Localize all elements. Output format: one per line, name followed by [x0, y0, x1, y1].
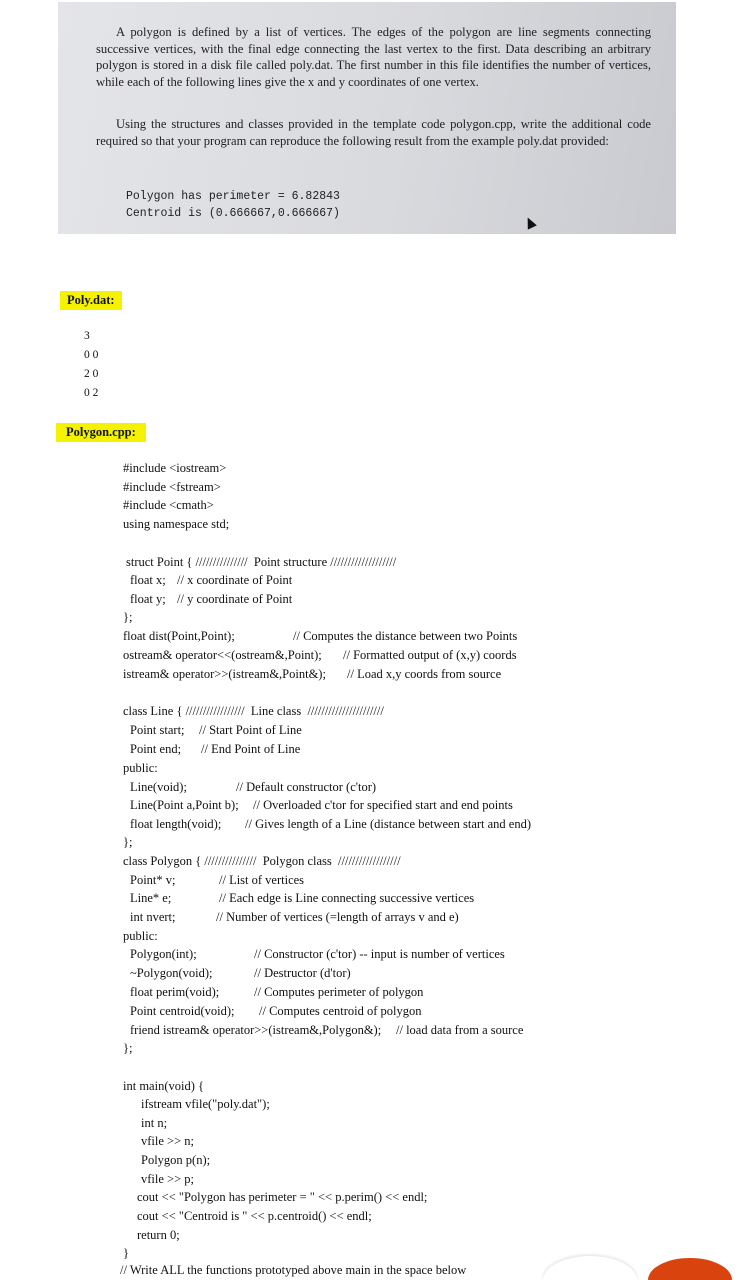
- polydat-line: 0 0: [84, 349, 99, 361]
- code-line: using namespace std;: [123, 517, 230, 531]
- code-line: class Polygon { /////////////// Polygon class //////////////////: [123, 854, 401, 868]
- code-comment: // Number of vertices (=length of arrays v and e): [216, 910, 459, 924]
- code-line: Line(void);: [130, 780, 187, 794]
- polydat-line: 3: [84, 330, 90, 342]
- code-line: #include <iostream>: [123, 461, 227, 475]
- code-comment: // Each edge is Line connecting successive vertices: [219, 891, 475, 905]
- polydat-line: 0 2: [84, 387, 99, 399]
- code-line: struct Point { /////////////// Point structure ///////////////////: [126, 555, 397, 569]
- code-line: ifstream vfile("poly.dat");: [141, 1097, 270, 1111]
- code-line: int nvert;: [130, 910, 176, 924]
- polydat-heading: Poly.dat:: [60, 291, 122, 310]
- code-line: #include <cmath>: [123, 498, 214, 512]
- code-comment: // Overloaded c'tor for specified start and end points: [253, 798, 513, 812]
- polygon-cpp-heading: Polygon.cpp:: [56, 423, 146, 442]
- mouse-cursor-icon: [523, 215, 537, 229]
- floating-action-button[interactable]: [648, 1258, 732, 1280]
- code-comment: // Load x,y coords from source: [347, 667, 502, 681]
- code-line: ostream& operator<<(ostream&,Point);: [123, 648, 322, 662]
- code-line: };: [123, 835, 133, 849]
- code-comment: // Start Point of Line: [199, 723, 302, 737]
- code-line: istream& operator>>(istream&,Point&);: [123, 667, 326, 681]
- code-comment: // List of vertices: [219, 873, 305, 887]
- code-line: float perim(void);: [130, 985, 220, 999]
- code-line: int n;: [141, 1116, 168, 1130]
- code-line: friend istream& operator>>(istream&,Polygon&);: [130, 1023, 382, 1037]
- code-line: };: [123, 1041, 133, 1055]
- code-line: // Write ALL the functions prototyped above main in the space below: [120, 1263, 467, 1277]
- code-comment: // x coordinate of Point: [177, 573, 293, 587]
- code-comment: // Computes the distance between two Points: [293, 629, 518, 643]
- polydat-line: 2 0: [84, 368, 99, 380]
- code-line: Point end;: [130, 742, 182, 756]
- code-comment: // Constructor (c'tor) -- input is number of vertices: [254, 947, 505, 961]
- code-line: Line(Point a,Point b);: [130, 798, 239, 812]
- code-comment: // load data from a source: [396, 1023, 524, 1037]
- code-comment: // Computes centroid of polygon: [259, 1004, 422, 1018]
- code-comment: // Formatted output of (x,y) coords: [343, 648, 517, 662]
- code-comment: // Default constructor (c'tor): [236, 780, 377, 794]
- code-line: float x;: [130, 573, 166, 587]
- code-comment: // Destructor (d'tor): [254, 966, 351, 980]
- code-line: cout << "Centroid is " << p.centroid() << endl;: [137, 1209, 372, 1223]
- code-line: return 0;: [137, 1228, 180, 1242]
- code-comment: // y coordinate of Point: [177, 592, 293, 606]
- code-line: ~Polygon(void);: [130, 966, 213, 980]
- expected-output-line-1: Polygon has perimeter = 6.82843: [126, 190, 340, 203]
- code-line: Point start;: [130, 723, 185, 737]
- problem-paragraph-1: A polygon is defined by a list of vertices. The edges of the polygon are line segments connecting successive vertices, with the final edge connecting the last vertex to the first. Data describing an arbitrary polygon is stored in a disk file called poly.dat. The first number in this file identifies the number of vertices, while each of the following lines give the x and y coordinates of one vertex.: [96, 25, 651, 89]
- floating-button-white[interactable]: [543, 1256, 637, 1280]
- code-comment: // Gives length of a Line (distance between start and end): [245, 817, 532, 831]
- code-line: };: [123, 610, 133, 624]
- code-line: #include <fstream>: [123, 480, 221, 494]
- code-line: public:: [123, 761, 158, 775]
- code-line: }: [123, 1246, 129, 1260]
- code-line: Point centroid(void);: [130, 1004, 235, 1018]
- code-line: float length(void);: [130, 817, 222, 831]
- code-line: Point* v;: [130, 873, 176, 887]
- problem-paragraph-2: Using the structures and classes provided in the template code polygon.cpp, write the additional code required so that your program can reproduce the following result from the example poly.dat provided:: [96, 117, 651, 148]
- code-comment: // Computes perimeter of polygon: [254, 985, 424, 999]
- code-line: cout << "Polygon has perimeter = " << p.perim() << endl;: [137, 1190, 428, 1204]
- expected-output-line-2: Centroid is (0.666667,0.666667): [126, 207, 340, 220]
- code-line: public:: [123, 929, 158, 943]
- code-line: int main(void) {: [123, 1079, 204, 1093]
- code-line: class Line { ///////////////// Line class //////////////////////: [123, 704, 384, 718]
- code-comment: // End Point of Line: [201, 742, 301, 756]
- code-line: float dist(Point,Point);: [123, 629, 235, 643]
- code-line: Line* e;: [130, 891, 172, 905]
- code-line: Polygon(int);: [130, 947, 197, 961]
- code-line: Polygon p(n);: [141, 1153, 211, 1167]
- code-line: vfile >> p;: [141, 1172, 194, 1186]
- problem-statement-photo: [58, 2, 676, 234]
- code-line: float y;: [130, 592, 166, 606]
- code-line: vfile >> n;: [141, 1134, 194, 1148]
